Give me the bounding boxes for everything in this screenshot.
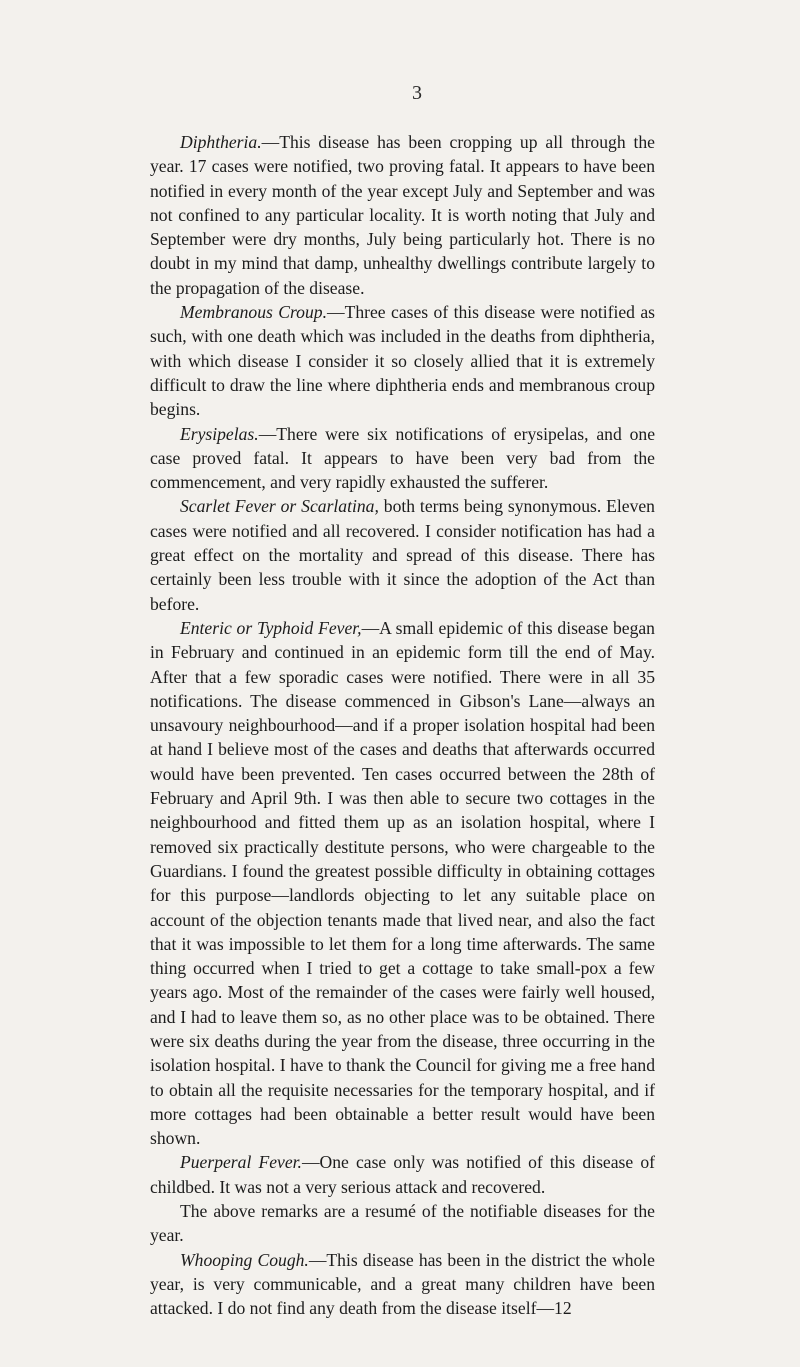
- paragraph-puerperal-fever: [150, 1150, 655, 1199]
- heading-whooping-cough: Whooping Cough.: [180, 1249, 309, 1270]
- body-puerperal-fever: —One case only was notified of this disease of childbed. It was not a very serious attack and recovered.: [150, 1152, 655, 1197]
- report-text: [150, 130, 655, 1321]
- body-diphtheria: —This disease has been cropping up all through the year. 17 cases were notified, two proving fatal. It appears to have been notified in every month of the year except July and September and was not confined to any particular locality. It is worth noting that July and September were dry months, July being particularly hot. There is no doubt in my mind that damp, unhealthy dwellings contribute largely to the propagation of the disease.: [150, 132, 655, 298]
- body-whooping-cough: —This disease has been in the district the whole year, is very communicable, and a great many children have been attacked. I do not find any death from the disease itself—12: [150, 1249, 655, 1319]
- paragraph-erysipelas: [150, 422, 655, 495]
- paragraph-summary: [150, 1199, 655, 1248]
- body-scarlet-fever: both terms being synonymous. Eleven cases were notified and all recovered. I consider notification has had a great effect on the mortality and spread of this disease. There has certainly been less trouble with it since the adoption of the Act than before.: [150, 496, 655, 614]
- body-erysipelas: —There were six notifications of erysipelas, and one case proved fatal. It appears to have been very bad from the commencement, and very rapidly exhausted the sufferer.: [150, 423, 655, 493]
- body-enteric-fever: —A small epidemic of this disease began in February and continued in an epidemic form till the end of May. After that a few sporadic cases were notified. There were in all 35 notifications. The disease commenced in Gibson's Lane—always an unsavoury neighbourhood—and if a proper isolation hospital had been at hand I believe most of the cases and deaths that afterwards occurred would have been prevented. Ten cases occurred between the 28th of February and April 9th. I was then able to secure two cottages in the neighbourhood and fitted them up as an isolation hospital, where I removed six practically destitute persons, who were chargeable to the Guardians. I found the greatest possible difficulty in obtaining cottages for this purpose—landlords objecting to let any suitable place on account of the objection tenants made that lived near, and also the fact that it was impossible to let them for a long time afterwards. The same thing occurred when I tried to get a cottage to take small-pox a few years ago. Most of the remainder of the cases were fairly well housed, and I had to leave them so, as no other place was to be obtained. There were six deaths during the year from the disease, three occurring in the isolation hospital. I have to thank the Council for giving me a free hand to obtain all the requisite necessaries for the temporary hospital, and if more cottages had been obtainable a better result would have been shown.: [150, 617, 655, 1149]
- heading-diphtheria: Diphtheria.: [180, 132, 262, 152]
- heading-enteric-fever: Enteric or Typhoid Fever,: [180, 617, 362, 638]
- page-number: 3: [412, 82, 422, 104]
- paragraph-whooping-cough: [150, 1248, 655, 1321]
- paragraph-enteric-fever: [150, 616, 655, 1151]
- heading-scarlet-fever: Scarlet Fever or Scarlatina,: [180, 496, 379, 517]
- paragraph-diphtheria: [150, 130, 655, 300]
- heading-erysipelas: Erysipelas.: [180, 423, 259, 444]
- paragraph-membranous-croup: [150, 300, 655, 421]
- body-membranous-croup: —Three cases of this disease were notified as such, with one death which was included in the deaths from diphtheria, with which disease I consider it so closely allied that it is extremely difficult to draw the line where diphtheria ends and membranous croup begins.: [150, 302, 656, 420]
- heading-membranous-croup: Membranous Croup.: [180, 302, 327, 323]
- body-summary: The above remarks are a resumé of the notifiable diseases for the year.: [150, 1201, 655, 1246]
- paragraph-scarlet-fever: [150, 494, 655, 615]
- heading-puerperal-fever: Puerperal Fever.: [180, 1152, 302, 1173]
